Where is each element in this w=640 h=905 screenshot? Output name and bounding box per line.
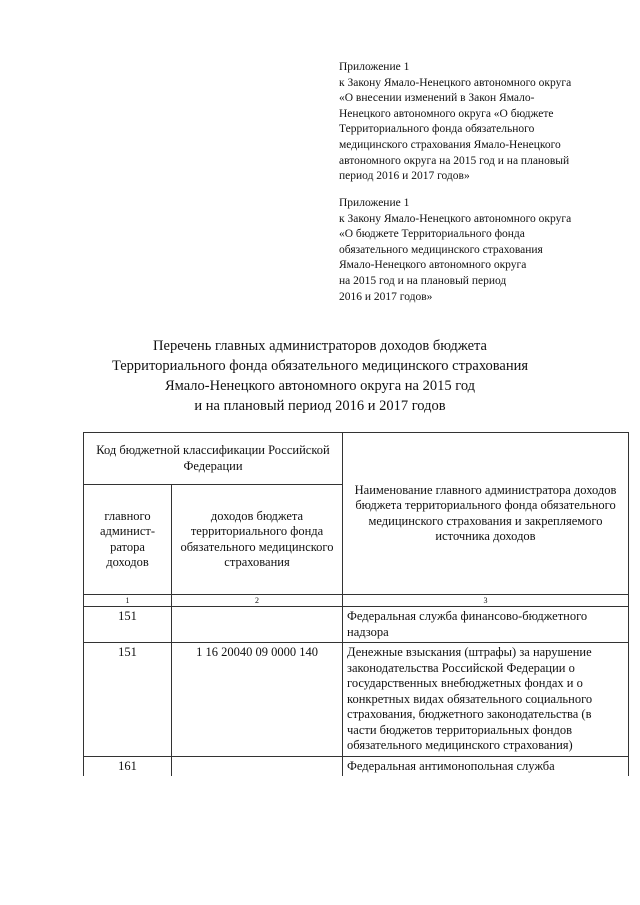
annex-line: автономного округа на 2015 год и на плановый (339, 154, 570, 167)
annex-line: к Закону Ямало-Ненецкого автономного округа (339, 212, 572, 225)
title-line: Территориального фонда обязательного медицинского страхования (111, 358, 529, 374)
annex-line: Ямало-Ненецкого автономного округа (339, 259, 527, 272)
cell-name: Федеральная служба финансово-бюджетного надзора (343, 607, 629, 643)
cell-name: Денежные взыскания (штрафы) за нарушение законодательства Российской Федерации о государственных внебюджетных фондах и о конкретных видах обязательного социального страхования, бюджетного законодательства (в части бюджетов территориальных фондов обязательного медицинского страхования) (343, 643, 629, 757)
cell-name: Федеральная антимонопольная служба (343, 756, 629, 776)
column-number: 2 (172, 595, 343, 607)
column-number: 3 (343, 595, 629, 607)
annex-line: медицинского страхования Ямало-Ненецкого (339, 138, 561, 151)
annex-line: обязательного медицинского страхования (339, 243, 543, 256)
document-title (0, 336, 640, 416)
cell-code (172, 607, 343, 643)
table-row (84, 607, 629, 643)
annex-line: к Закону Ямало-Ненецкого автономного округа (339, 76, 572, 89)
annex-note-1 (339, 60, 571, 185)
annex-line: Территориального фонда обязательного (339, 123, 535, 136)
annex-line: 2016 и 2017 годов» (339, 290, 433, 303)
cell-admin: 151 (84, 607, 172, 643)
annex-line: Приложение 1 (339, 61, 410, 73)
table-row (84, 756, 629, 776)
cell-code: 1 16 20040 09 0000 140 (172, 643, 343, 757)
title-line: Перечень главных администраторов доходов бюджета (153, 338, 487, 354)
annex-line: «О внесении изменений в Закон Ямало- (339, 92, 535, 105)
administrators-table (83, 432, 629, 776)
title-line: и на плановый период 2016 и 2017 годов (194, 398, 446, 414)
annex-line: «О бюджете Территориального фонда (339, 228, 525, 241)
header-name: Наименование главного администратора доходов бюджета территориального фонда обязательного медицинского страхования и закрепляемого источника доходов (343, 433, 629, 595)
annex-line: период 2016 и 2017 годов» (339, 170, 470, 183)
table-header-row (84, 433, 629, 485)
cell-admin: 161 (84, 756, 172, 776)
cell-code (172, 756, 343, 776)
cell-admin: 151 (84, 643, 172, 757)
annex-line: на 2015 год и на плановый период (339, 274, 507, 287)
annex-line: Ненецкого автономного округа «О бюджете (339, 107, 554, 120)
column-number: 1 (84, 595, 172, 607)
header-admin: главного админист-ратора доходов (84, 485, 172, 595)
annex-line: Приложение 1 (339, 197, 410, 209)
column-numbers-row (84, 595, 629, 607)
header-code: Код бюджетной классификации Российской Федерации (84, 433, 343, 485)
title-line: Ямало-Ненецкого автономного округа на 2015 год (164, 378, 476, 394)
table-row (84, 643, 629, 757)
annex-note-2 (339, 196, 571, 305)
header-income: доходов бюджета территориального фонда обязательного медицинского страхования (172, 485, 343, 595)
